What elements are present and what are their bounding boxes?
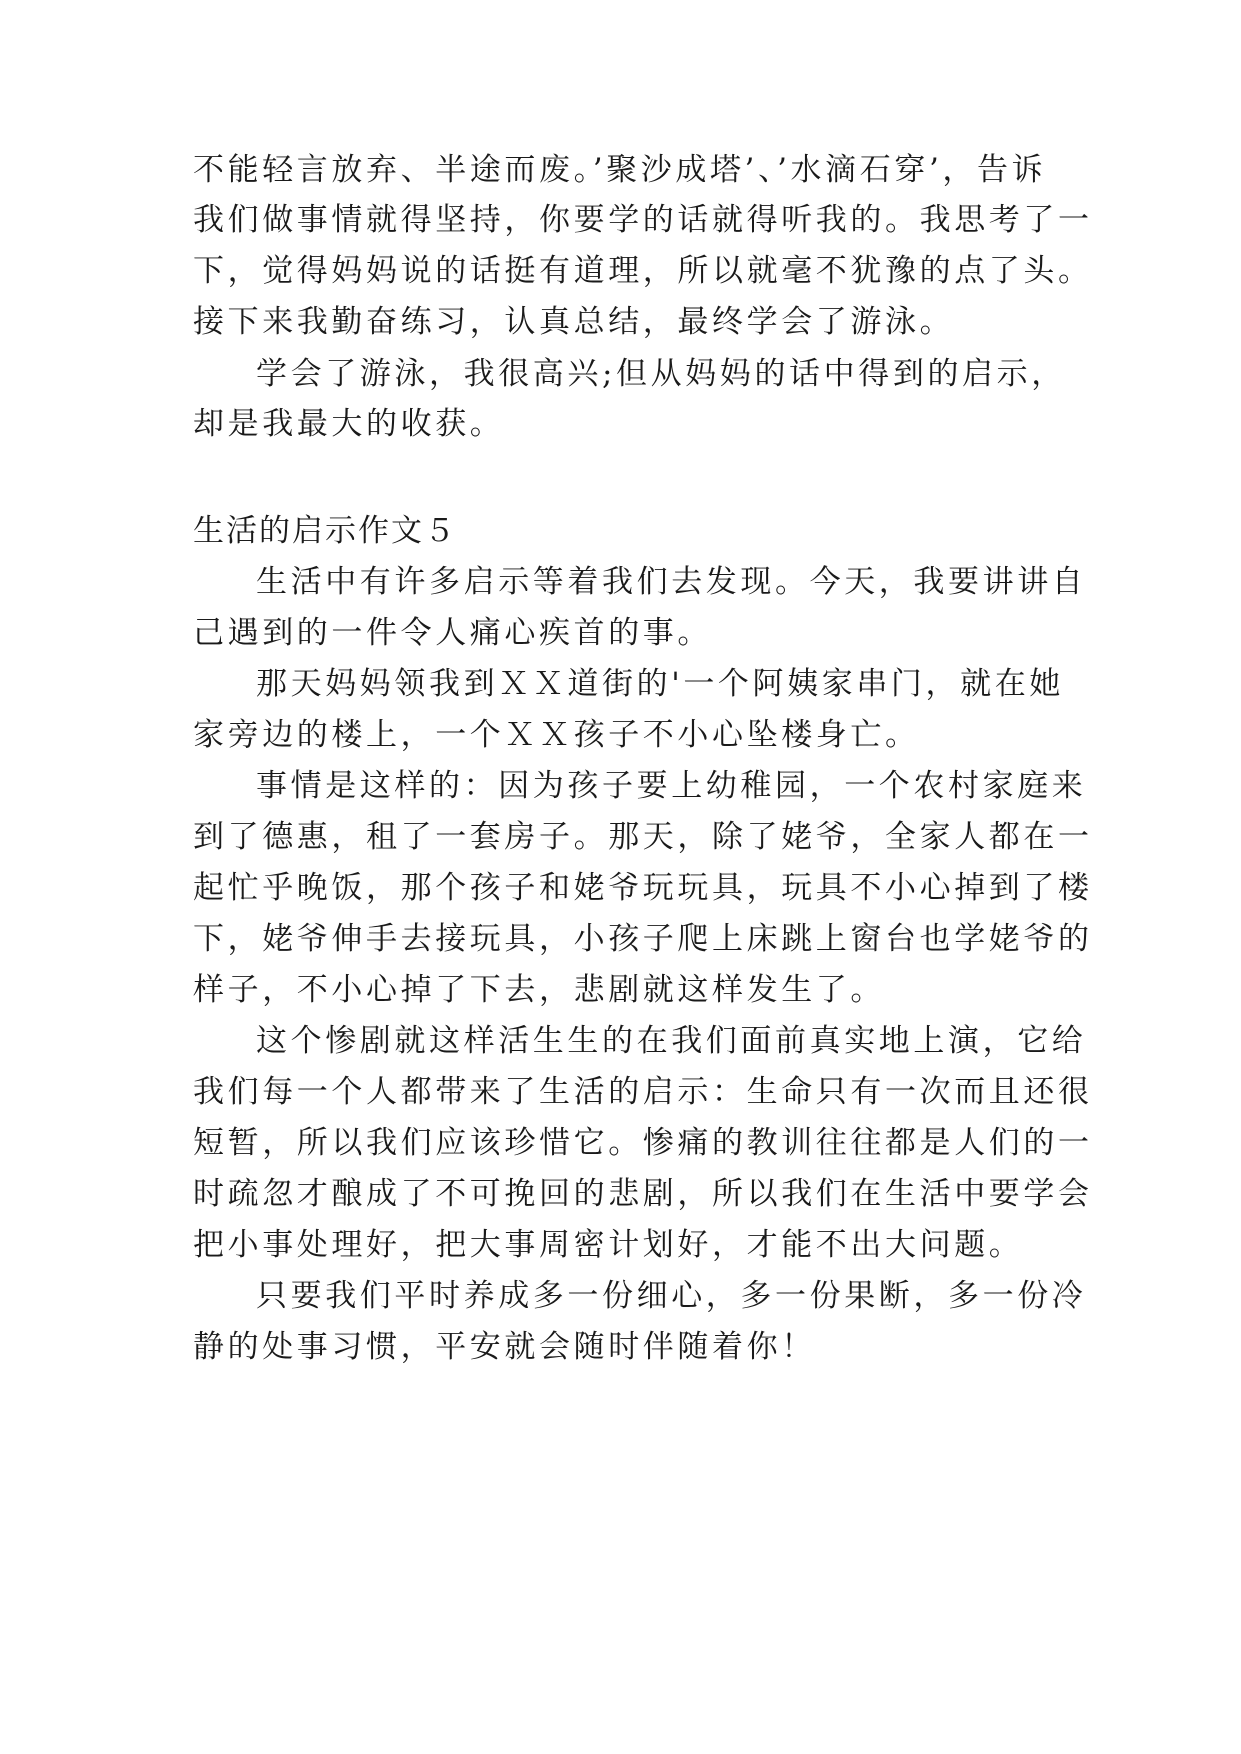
paragraph-line: 我们每一个人都带来了生活的启示：生命只有一次而且还很 (193, 1074, 1093, 1110)
paragraph-line: 下，姥爷伸手去接玩具，小孩子爬上床跳上窗台也学姥爷的 (193, 921, 1093, 957)
paragraph-line: 那天妈妈领我到ＸＸ道街的'一个阿姨家串门，就在她 (256, 666, 1064, 702)
paragraph-line: 起忙乎晚饭，那个孩子和姥爷玩玩具，玩具不小心掉到了楼 (193, 870, 1093, 906)
paragraph-line: 学会了游泳，我很高兴;但从妈妈的话中得到的启示， (256, 356, 1066, 392)
paragraph-line: 家旁边的楼上，一个ＸＸ孩子不小心坠楼身亡。 (193, 717, 920, 753)
paragraph-line: 到了德惠，租了一套房子。那天，除了姥爷，全家人都在一 (193, 819, 1093, 855)
paragraph-line: 接下来我勤奋练习，认真总结，最终学会了游泳。 (193, 304, 955, 340)
paragraph-line: 事情是这样的：因为孩子要上幼稚园，一个农村家庭来 (256, 768, 1087, 804)
paragraph-line: 却是我最大的收获。 (193, 406, 505, 442)
paragraph-line: 这个惨剧就这样活生生的在我们面前真实地上演，它给 (256, 1023, 1087, 1059)
paragraph-line: 时疏忽才酿成了不可挽回的悲剧，所以我们在生活中要学会 (193, 1176, 1093, 1212)
paragraph-line: 只要我们平时养成多一份细心，多一份果断，多一份冷 (256, 1278, 1087, 1314)
paragraph-line: 把小事处理好，把大事周密计划好，才能不出大问题。 (193, 1227, 1024, 1263)
paragraph-line: 下，觉得妈妈说的话挺有道理，所以就毫不犹豫的点了头。 (193, 253, 1093, 289)
section-heading: 生活的启示作文５ (193, 513, 457, 549)
paragraph-line: 静的处事习惯，平安就会随时伴随着你！ (193, 1329, 816, 1365)
paragraph-line: 样子，不小心掉了下去，悲剧就这样发生了。 (193, 972, 885, 1008)
paragraph-line: 己遇到的一件令人痛心疾首的事。 (193, 615, 712, 651)
paragraph-line: 不能轻言放弃、半途而废。’聚沙成塔’、’水滴石穿’，告诉 (193, 152, 1047, 188)
paragraph-line: 我们做事情就得坚持，你要学的话就得听我的。我思考了一 (193, 202, 1093, 238)
paragraph-line: 生活中有许多启示等着我们去发现。今天，我要讲讲自 (256, 564, 1087, 600)
paragraph-line: 短暂，所以我们应该珍惜它。惨痛的教训往往都是人们的一 (193, 1125, 1093, 1161)
